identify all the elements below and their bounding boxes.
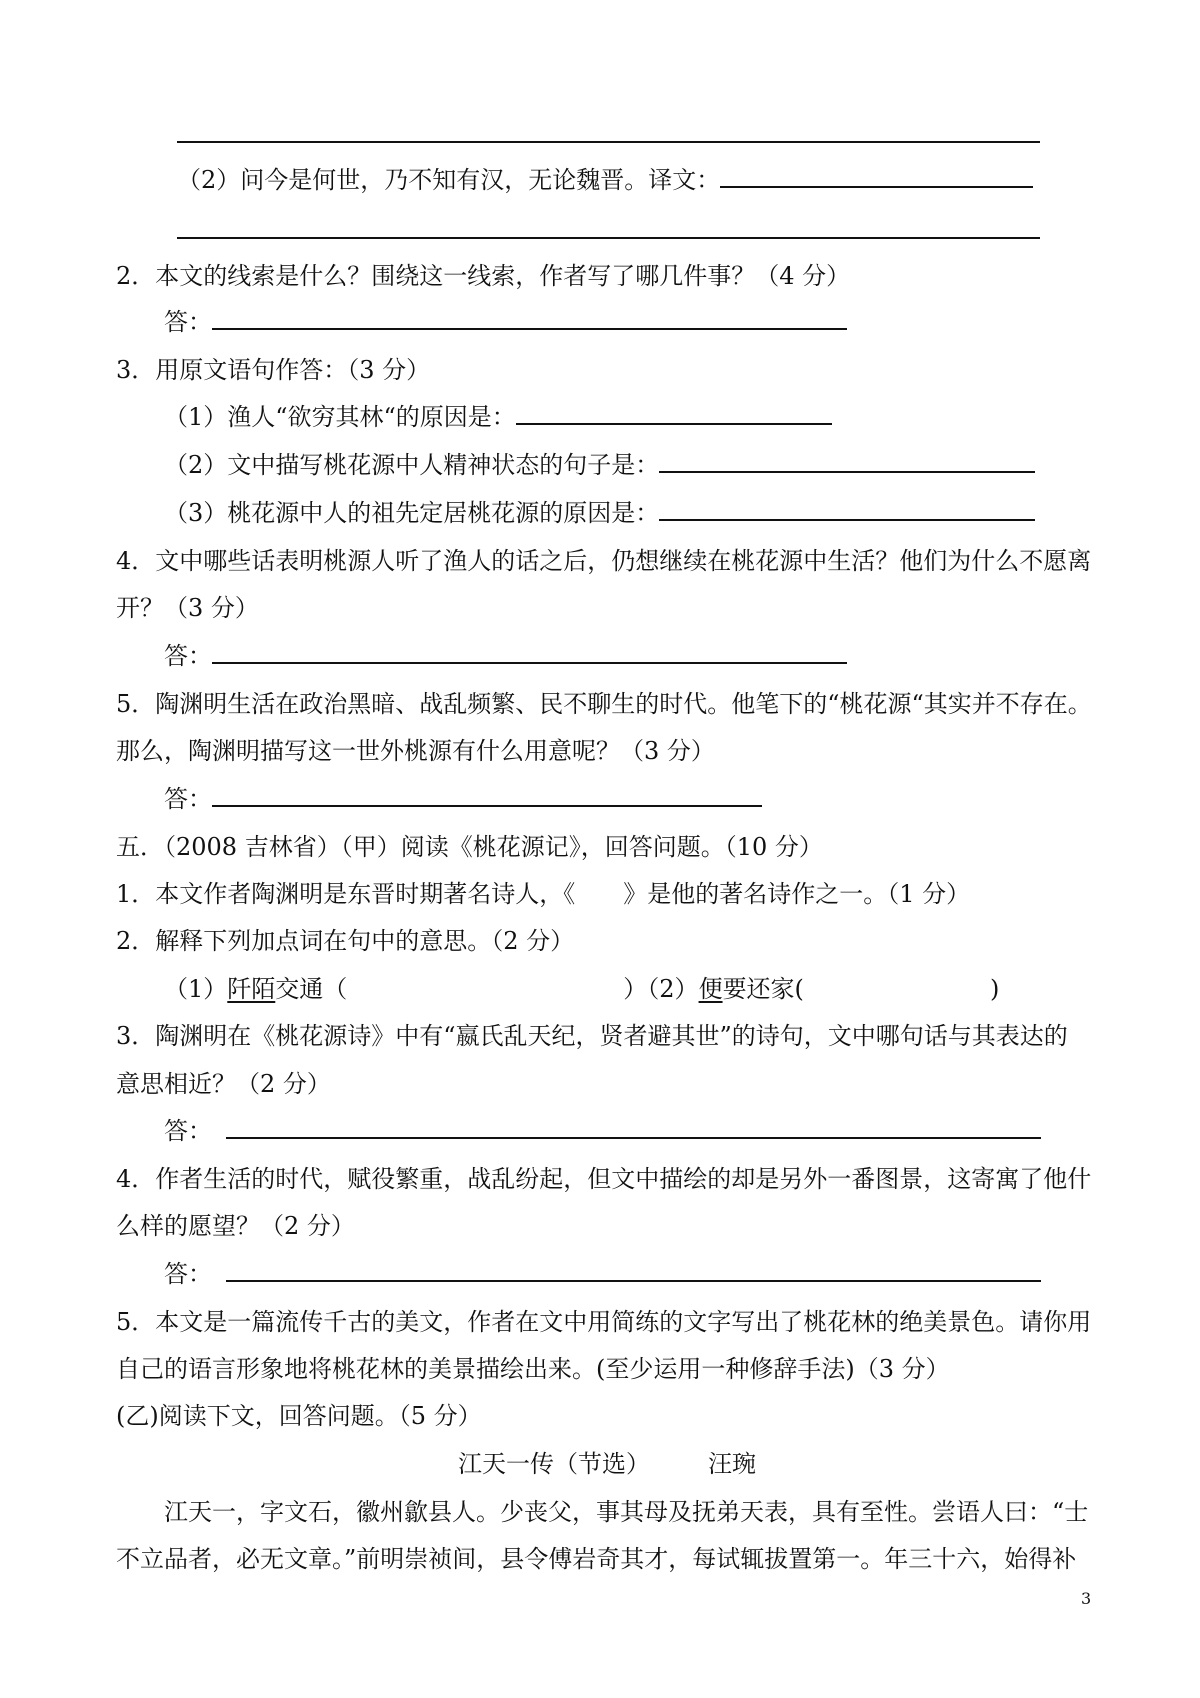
question-5-line2: 那么，陶渊明描写这一世外桃源有什么用意呢？（3 分） (116, 737, 715, 765)
answer-row (164, 1258, 1041, 1290)
question-text: 1．本文作者陶渊明是东晋时期著名诗人，《 (116, 880, 576, 908)
question-5-line1: 5．陶渊明生活在政治黑暗、战乱频繁、民不聊生的时代。他笔下的“桃花源“其实并不存在。 (116, 690, 1092, 718)
passage-line1: 江天一，字文石，徽州歙县人。少丧父，事其母及抚弟天表，具有至性。尝语人曰：“士 (164, 1498, 1089, 1526)
question-3-2 (164, 449, 1035, 481)
part-3-line2: 意思相近？（2 分） (116, 1070, 331, 1098)
translation-blank (720, 164, 1033, 188)
close-paren: ) (989, 975, 1000, 1003)
part-2: 2．解释下列加点词在句中的意思。（2 分） (116, 927, 575, 955)
question-3-1 (164, 401, 832, 433)
question-4-line2: 开？（3 分） (116, 594, 259, 622)
answer-line (177, 141, 1040, 143)
answer-blank (212, 640, 847, 664)
title-text: 江天一传（节选） (458, 1450, 650, 1478)
part-4-line1: 4．作者生活的时代，赋役繁重，战乱纷起，但文中描绘的却是另外一番图景，这寄寓了他什 (116, 1165, 1092, 1193)
item-number: ）（2） (623, 975, 699, 1003)
answer-row (164, 1115, 1041, 1147)
page-number: 3 (1081, 1589, 1092, 1608)
answer-blank (212, 306, 847, 330)
question-2: 2．本文的线索是什么？围绕这一线索，作者写了哪几件事？（4 分） (116, 262, 851, 290)
part-3-line1: 3．陶渊明在《桃花源诗》中有“嬴氏乱天纪，贤者避其世”的诗句，文中哪句话与其表达的 (116, 1022, 1068, 1050)
answer-blank (659, 449, 1035, 473)
question-text: （3）桃花源中人的祖先定居桃花源的原因是： (164, 499, 660, 527)
answer-blank (659, 497, 1035, 521)
passage-line2: 不立品者，必无文章。”前明崇祯间，县令傅岩奇其才，每试辄拔置第一。年三十六，始得补 (116, 1545, 1077, 1573)
answer-blank (516, 401, 832, 425)
part-5-line2: 自己的语言形象地将桃花林的美景描绘出来。(至少运用一种修辞手法)（3 分） (116, 1355, 950, 1383)
question-text: 》是他的著名诗作之一。（1 分） (623, 880, 971, 908)
part-1 (116, 878, 970, 910)
part-4-line2: 么样的愿望？（2 分） (116, 1212, 355, 1240)
answer-label: 答： (164, 642, 212, 670)
question-4-line1: 4．文中哪些话表明桃源人听了渔人的话之后，仍想继续在桃花源中生活？他们为什么不愿离 (116, 547, 1092, 575)
section-5-heading: 五．（2008 吉林省）（甲）阅读《桃花源记》，回答问题。（10 分） (116, 833, 823, 861)
answer-blank (212, 783, 762, 807)
answer-line (177, 237, 1040, 239)
answer-blank (226, 1258, 1041, 1282)
part-2-items (164, 973, 999, 1005)
question-3: 3．用原文语句作答：（3 分） (116, 356, 431, 384)
answer-row (164, 640, 847, 672)
dotted-word: 便 (698, 975, 723, 1003)
author-name: 汪琬 (708, 1450, 756, 1478)
part-5-line1: 5．本文是一篇流传千古的美文，作者在文中用简练的文字写出了桃花林的绝美景色。请你用 (116, 1308, 1092, 1336)
question-text: （2）问今是何世，乃不知有汉，无论魏晋。译文： (177, 166, 721, 194)
answer-label: 答： (164, 1260, 212, 1288)
section-yi-heading: (乙)阅读下文，回答问题。（5 分） (116, 1402, 482, 1430)
question-3-3 (164, 497, 1035, 529)
answer-row (164, 306, 847, 338)
passage-title (458, 1448, 756, 1480)
answer-label: 答： (164, 308, 212, 336)
item-number: （1） (164, 975, 228, 1003)
question-text: （2）文中描写桃花源中人精神状态的句子是： (164, 451, 660, 479)
answer-label: 答： (164, 1117, 212, 1145)
item-text: 要还家( (722, 975, 804, 1003)
answer-label: 答： (164, 785, 212, 813)
dotted-word: 阡陌 (227, 975, 276, 1003)
question-text: （1）渔人“欲穷其林“的原因是： (164, 403, 516, 431)
item-text: 交通（ (275, 975, 348, 1003)
answer-row (164, 783, 762, 815)
question-1-2 (177, 164, 1033, 196)
answer-blank (226, 1115, 1041, 1139)
